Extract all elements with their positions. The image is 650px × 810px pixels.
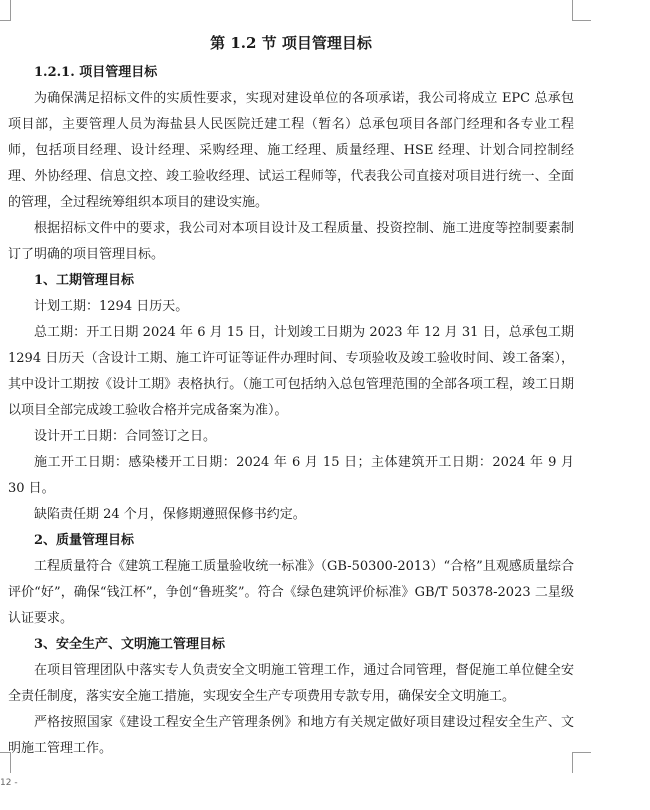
intro-paragraph-2: 根据招标文件中的要求，我公司对本项目设计及工程质量、投资控制、施工进度等控制要素制订了明确的项目管理目标。	[8, 221, 574, 262]
crop-mark-bottom-right	[572, 752, 591, 773]
quality-paragraph: 工程质量符合《建筑工程施工质量验收统一标准》（GB-50300-2013）“合格”且观感质量综合评价“好”，确保“钱江杯”，争创“鲁班奖”。符合《绿色建筑评价标准》GB/T 50378-2023 二星级认证要求。	[8, 559, 574, 626]
crop-mark-top-right	[572, 0, 591, 21]
schedule-paragraph: 施工开工日期：感染楼开工日期：2024 年 6 月 15 日；主体建筑开工日期：2024 年 9 月 30 日。	[8, 455, 574, 496]
schedule-heading: 1、工期管理目标	[34, 273, 135, 288]
quality-heading: 2、质量管理目标	[34, 533, 135, 548]
schedule-paragraph: 计划工期：1294 日历天。	[34, 299, 189, 314]
page-number: 12 -	[0, 778, 18, 788]
safety-heading: 3、安全生产、文明施工管理目标	[34, 637, 226, 652]
schedule-paragraph: 总工期：开工日期 2024 年 6 月 15 日，计划竣工日期为 2023 年 12 月 31 日，总承包工期 1294 日历天（含设计工期、施工许可证等证件办理时间、专项验收及竣工验收时间、竣工备案），其中设计工期按《设计工期》表格执行。（施工可包括纳入总包管理范围的全部各项工程，竣工日期以项目全部完成竣工验收合格并完成备案为准）。	[8, 325, 574, 418]
schedule-paragraph: 设计开工日期：合同签订之日。	[34, 429, 217, 444]
schedule-paragraph: 缺陷责任期 24 个月，保修期遵照保修书约定。	[34, 507, 306, 522]
intro-paragraph-1: 为确保满足招标文件的实质性要求，实现对建设单位的各项承诺，我公司将成立 EPC 总承包项目部，主要管理人员为海盐县人民医院迁建工程（暂名）总承包项目各部门经理和各专业工程师，包括项目经理、设计经理、采购经理、施工经理、质量经理、HSE 经理、计划合同控制经理、外协经理、信息文控、竣工验收经理、试运工程师等，代表我公司直接对项目进行统一、全面的管理，全过程统筹组织本项目的建设实施。	[8, 91, 574, 210]
safety-paragraph: 严格按照国家《建设工程安全生产管理条例》和地方有关规定做好项目建设过程安全生产、文明施工管理工作。	[8, 715, 574, 756]
safety-paragraph: 在项目管理团队中落实专人负责安全文明施工管理工作，通过合同管理，督促施工单位健全安全责任制度，落实安全施工措施，实现安全生产专项费用专款专用，确保安全文明施工。	[8, 663, 574, 704]
section-title: 第 1.2 节 项目管理目标	[210, 34, 372, 52]
document-page	[8, 28, 574, 762]
subsection-heading: 1.2.1. 项目管理目标	[34, 65, 158, 80]
crop-mark-top-left	[0, 0, 11, 21]
